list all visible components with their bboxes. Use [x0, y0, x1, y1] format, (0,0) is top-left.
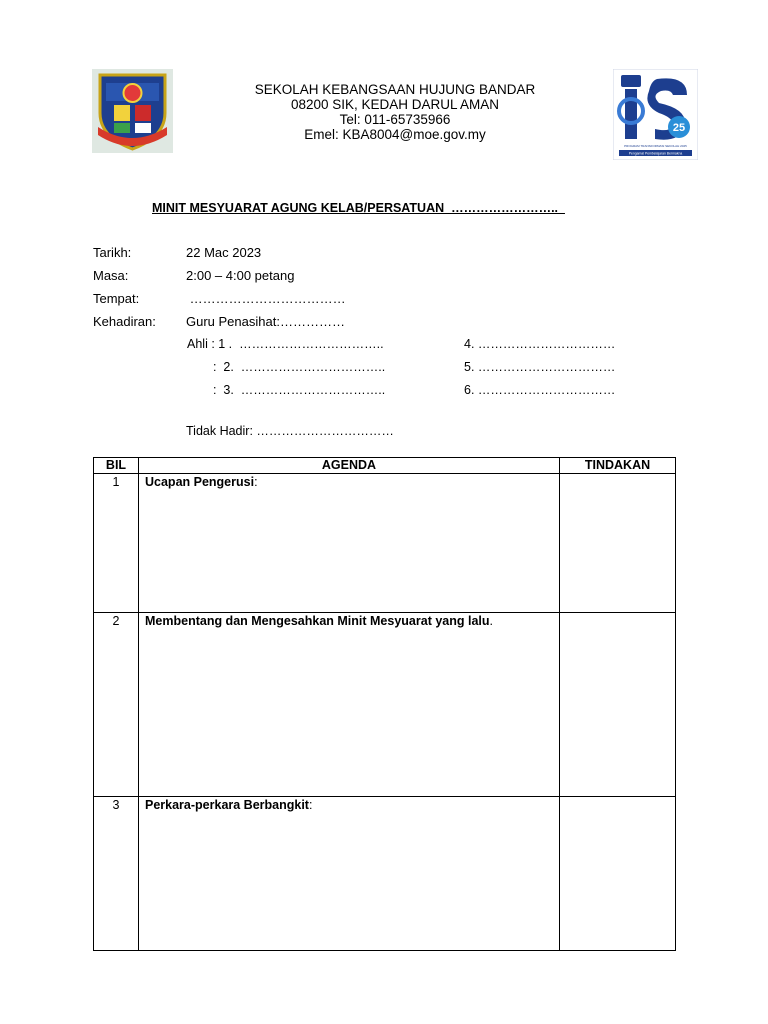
- ts25-number: 25: [672, 122, 686, 134]
- table-row: [94, 474, 676, 613]
- masa-label: Masa:: [93, 268, 129, 283]
- masa-value: 2:00 – 4:00 petang: [186, 268, 295, 283]
- row-tindakan: [560, 613, 676, 797]
- agenda-text: Membentang dan Mengesahkan Minit Mesyuarat yang lalu: [145, 614, 490, 628]
- ahli-1: Ahli : 1 . ……………………………..: [187, 337, 384, 351]
- ts25-caption-2: Pengamal Pembelajaran Bermakna: [628, 151, 683, 156]
- row-bil: 2: [94, 613, 139, 797]
- ahli-2: : 2. ……………………………..: [213, 360, 386, 374]
- ts25-caption-1: PROGRAM TRANSFORMASI SEKOLAH 2025: [624, 144, 687, 148]
- row-bil: 1: [94, 474, 139, 613]
- document-title: MINIT MESYUARAT AGUNG KELAB/PERSATUAN ……………………..: [152, 201, 565, 215]
- school-header: [190, 82, 600, 142]
- school-phone: Tel: 011-65735966: [339, 112, 451, 127]
- ahli-5: 5. ……………………………: [464, 360, 616, 374]
- table-row: [94, 613, 676, 797]
- table-header-row: [94, 458, 676, 474]
- tempat-label: Tempat:: [93, 291, 140, 306]
- agenda-text: Ucapan Pengerusi: [145, 475, 255, 489]
- agenda-table: [93, 457, 676, 951]
- tarikh-label: Tarikh:: [93, 245, 132, 260]
- ahli-3: : 3. ……………………………..: [213, 383, 386, 397]
- row-agenda: [139, 797, 560, 951]
- tempat-value: ………………………………: [186, 291, 346, 306]
- tidak-hadir: Tidak Hadir: ……………………………: [186, 424, 394, 438]
- agenda-punct: .: [489, 614, 493, 628]
- agenda-text: Perkara-perkara Berbangkit: [145, 798, 309, 812]
- ahli-4: 4. ……………………………: [464, 337, 616, 351]
- row-agenda: [139, 474, 560, 613]
- school-crest-logo: [92, 69, 173, 153]
- row-tindakan: [560, 797, 676, 951]
- header-tindakan: TINDAKAN: [560, 458, 676, 474]
- header-bil: BIL: [94, 458, 139, 474]
- school-address: 08200 SIK, KEDAH DARUL AMAN: [290, 97, 500, 112]
- row-bil: 3: [94, 797, 139, 951]
- guru-penasihat: Guru Penasihat:……………: [186, 314, 345, 329]
- ahli-6: 6. ……………………………: [464, 383, 616, 397]
- row-tindakan: [560, 474, 676, 613]
- table-row: [94, 797, 676, 951]
- header-agenda: AGENDA: [139, 458, 560, 474]
- school-email: Emel: KBA8004@moe.gov.my: [304, 127, 486, 142]
- ts25-logo: [613, 69, 698, 160]
- school-name: SEKOLAH KEBANGSAAN HUJUNG BANDAR: [254, 82, 536, 97]
- kehadiran-label: Kehadiran:: [93, 314, 156, 329]
- tarikh-value: 22 Mac 2023: [186, 245, 262, 260]
- agenda-punct: :: [254, 475, 258, 489]
- agenda-punct: :: [308, 798, 313, 812]
- row-agenda: [139, 613, 560, 797]
